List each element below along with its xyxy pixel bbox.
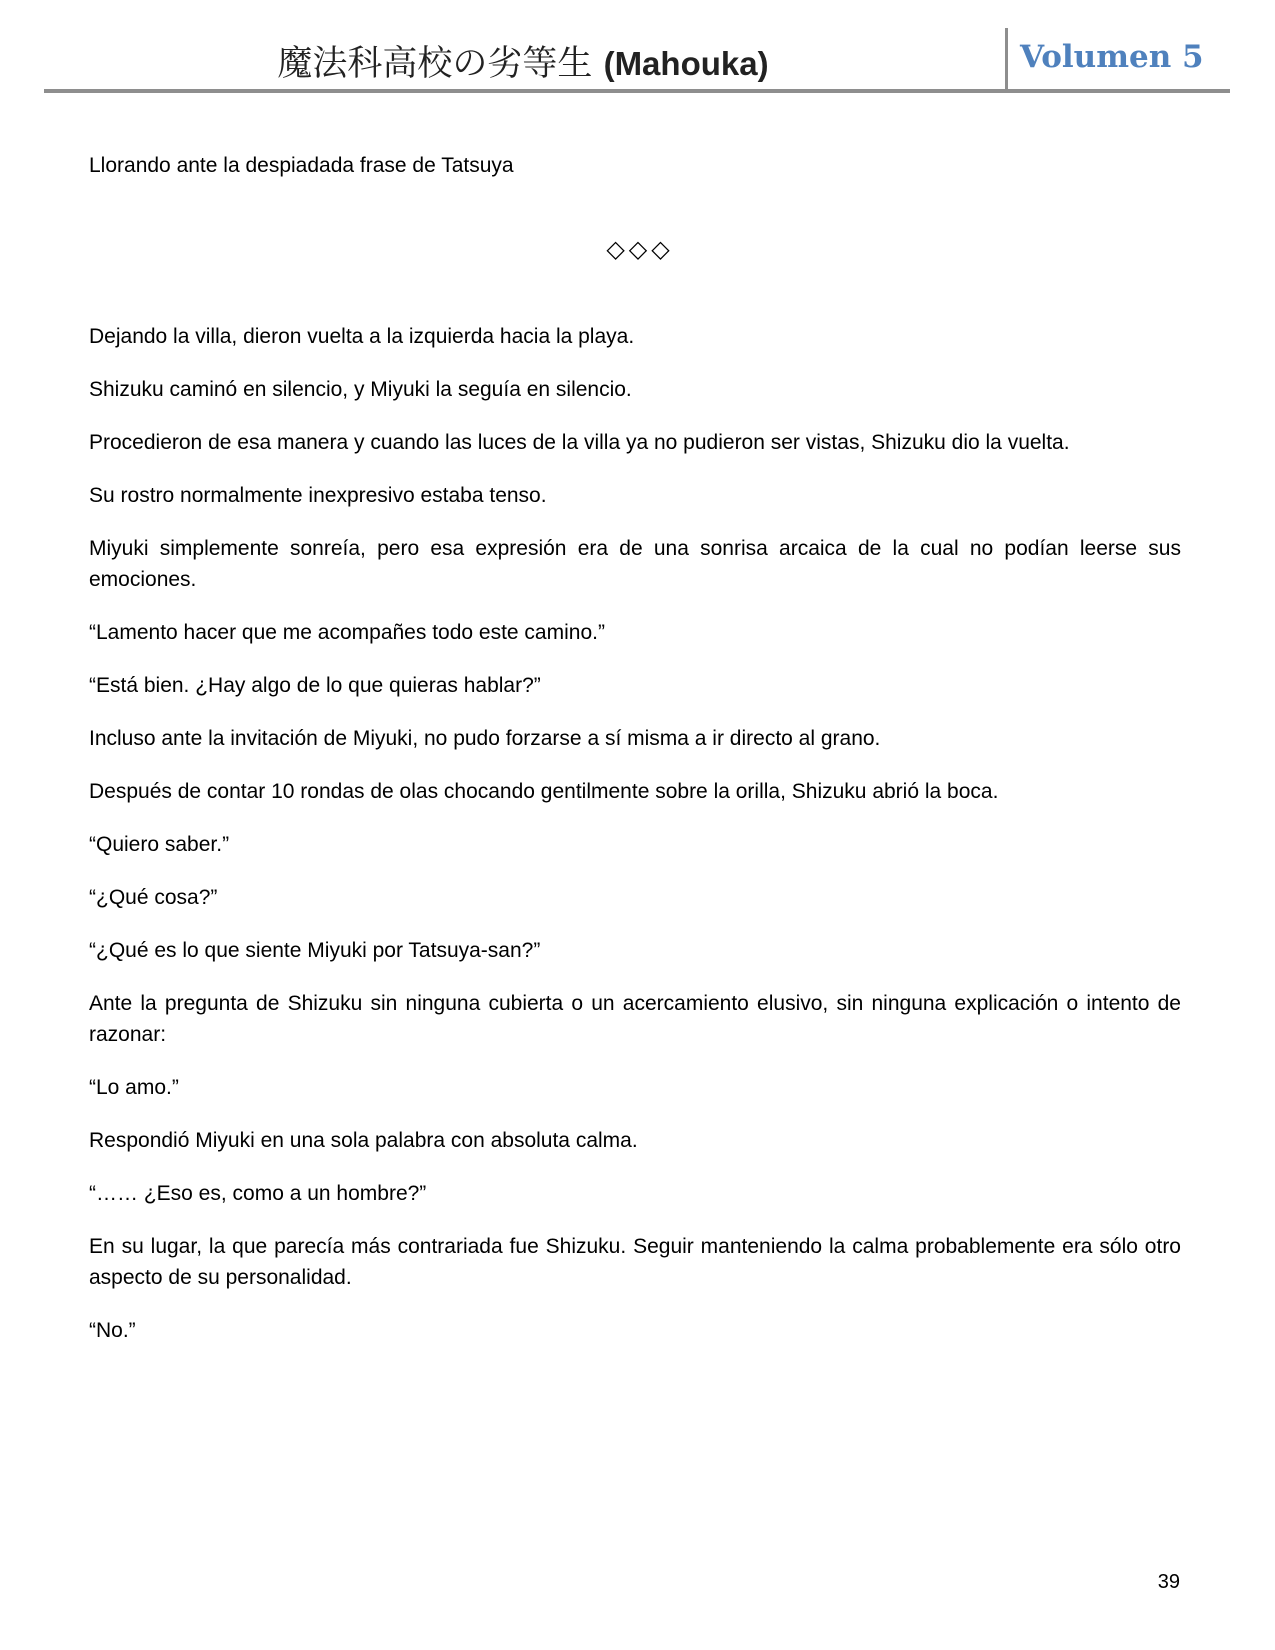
page-number: 39 — [1157, 1571, 1180, 1593]
volume-label: Volumen 5 — [1020, 39, 1204, 75]
header-divider — [1005, 28, 1008, 90]
paragraph: “¿Qué es lo que siente Miyuki por Tatsuya-san?” — [89, 939, 541, 962]
paragraph: Shizuku caminó en silencio, y Miyuki la seguía en silencio. — [89, 378, 632, 401]
paragraph: “¿Qué cosa?” — [89, 886, 218, 909]
paragraph: “…… ¿Eso es, como a un hombre?” — [89, 1182, 427, 1205]
header-rule — [44, 89, 1230, 93]
paragraph: Su rostro normalmente inexpresivo estaba tenso. — [89, 484, 547, 507]
intro-paragraph: Llorando ante la despiadada frase de Tatsuya — [89, 154, 514, 177]
paragraph: Después de contar 10 rondas de olas chocando gentilmente sobre la orilla, Shizuku abrió la boca. — [89, 780, 999, 803]
paragraph: “No.” — [89, 1319, 136, 1342]
paragraph: Procedieron de esa manera y cuando las luces de la villa ya no pudieron ser vistas, Shizuku dio la vuelta. — [89, 431, 1070, 454]
paragraph: Miyuki simplemente sonreía, pero esa expresión era de una sonrisa arcaica de la cual no podían leerse sus emociones. — [89, 537, 1181, 591]
paragraph: Ante la pregunta de Shizuku sin ninguna cubierta o un acercamiento elusivo, sin ninguna explicación o intento de razonar: — [89, 992, 1181, 1046]
book-title-latin: (Mahouka) — [603, 45, 769, 82]
paragraph: Incluso ante la invitación de Miyuki, no pudo forzarse a sí misma a ir directo al grano. — [89, 727, 881, 750]
page-header — [44, 28, 1230, 90]
paragraph: Dejando la villa, dieron vuelta a la izquierda hacia la playa. — [89, 325, 635, 348]
scene-separator: ◇◇◇ — [606, 235, 674, 263]
paragraph: En su lugar, la que parecía más contrariada fue Shizuku. Seguir manteniendo la calma probablemente era sólo otro aspecto de su personalidad. — [89, 1235, 1181, 1289]
page-body — [89, 150, 1181, 1368]
paragraph: “Lo amo.” — [89, 1076, 179, 1099]
paragraph: “Quiero saber.” — [89, 833, 230, 856]
paragraph: “Lamento hacer que me acompañes todo este camino.” — [89, 621, 605, 644]
paragraph: Respondió Miyuki en una sola palabra con absoluta calma. — [89, 1129, 638, 1152]
book-title-japanese: 魔法科高校の劣等生 — [277, 44, 593, 84]
paragraph: “Está bien. ¿Hay algo de lo que quieras hablar?” — [89, 674, 541, 697]
book-title — [44, 36, 1002, 86]
